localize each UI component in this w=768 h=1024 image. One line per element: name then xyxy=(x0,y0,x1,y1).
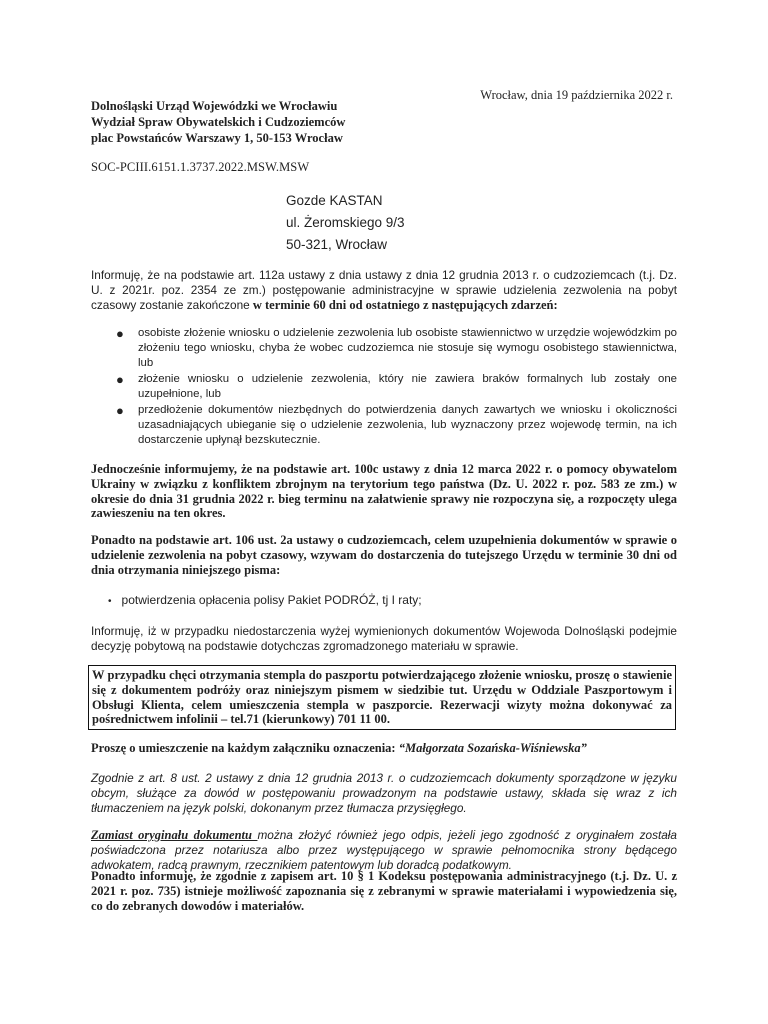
list-item xyxy=(91,372,677,402)
case-reference: SOC-PCIII.6151.1.3737.2022.MSW.MSW xyxy=(91,160,310,174)
copy-rule-lead: Zamiast oryginału dokumentu xyxy=(91,828,258,842)
sender-street: plac Powstańców Warszawy 1, 50-153 Wrocław xyxy=(91,131,343,145)
paragraph-access-to-files: Ponadto informuję, że zgodnie z zapisem art. 10 § 1 Kodeksu postępowania administracyjnego (t.j. Dz. U. z 2021 r. poz. 735) istnieje możliwość zapoznania się z zebranymi w sprawie materiałami i wypowiedzenia się, co do zebranych dowodów i materiałów. xyxy=(91,869,677,913)
list-item-text: osobiste złożenie wniosku o udzielenie zezwolenia lub osobiste stawiennictwo w urzędzie wojewódzkim po złożeniu tego wniosku, chyba że wobec cudzoziemca nie stosuje się wymogu osobistego stawiennictwa, lub xyxy=(138,327,677,369)
sender-address xyxy=(91,98,345,146)
attachment-marking-text: Proszę o umieszczenie na każdym załączniku oznaczenia: xyxy=(91,741,399,755)
paragraph-procedure-deadline: w terminie 60 dni od ostatniego z następujących zdarzeń: xyxy=(249,297,558,312)
recipient-street: ul. Żeromskiego 9/3 xyxy=(286,215,405,230)
paragraph-translation-rule: Zgodnie z art. 8 ust. 2 ustawy z dnia 12 grudnia 2013 r. o cudzoziemcach dokumenty sporządzone w języku obcym, służące za dowód w postępowaniu prowadzonym na podstawie ustawy, składa się wraz z ich tłumaczeniem na język polski, dokonanym przez tłumacza przysięgłego. xyxy=(91,771,677,815)
recipient-name: Gozde KASTAN xyxy=(286,193,383,208)
passport-stamp-notice: W przypadku chęci otrzymania stempla do paszportu potwierdzającego złożenie wniosku, proszę o stawienie się z dokumentem podróży oraz niniejszym pismem w siedzibie tut. Urzędu w Oddziale Paszportowym i Obsługi Klienta, celem umieszczenia stempla w paszporcie. Rezerwacji wizyty można dokonywać za pośrednictwem infolinii – tel.71 (kierunkowy) 701 11 00. xyxy=(88,665,676,730)
bullet-icon: ● xyxy=(116,372,124,387)
paragraph-suspension: Jednocześnie informujemy, że na podstawie art. 100c ustawy z dnia 12 marca 2022 r. o pomocy obywatelom Ukrainy w związku z konfliktem zbrojnym na terytorium tego państwa (Dz. U. 2022 r. poz. 583 ze zm.) w okresie do dnia 31 grudnia 2022 r. bieg terminu na załatwienie sprawy nie rozpoczyna się, a rozpoczęty ulega zawieszeniu na ten okres. xyxy=(91,462,677,521)
bullet-icon: ● xyxy=(116,403,124,418)
paragraph-copy-rule xyxy=(91,828,677,872)
list-item-text: złożenie wniosku o udzielenie zezwolenia, który nie zawiera braków formalnych lub zostały one uzupełnione, lub xyxy=(138,373,677,400)
paragraph-procedure-info xyxy=(91,268,677,312)
paragraph-attachment-marking xyxy=(91,741,677,756)
requested-document-item xyxy=(108,593,422,607)
paragraph-document-request: Ponadto na podstawie art. 106 ust. 2a ustawy o cudzoziemcach, celem uzupełnienia dokumentów w sprawie o udzielenie zezwolenia na pobyt czasowy, wzywam do dostarczenia do tutejszego Urzędu w terminie 30 dni od dnia otrzymania niniejszego pisma: xyxy=(91,533,677,577)
recipient-city: 50-321, Wrocław xyxy=(286,237,388,252)
sender-office: Dolnośląski Urząd Wojewódzki we Wrocławiu xyxy=(91,99,338,113)
copy-rule-text: można złożyć również jego odpis, jeżeli jego zgodność z oryginałem została poświadczona przez notariusza albo przez występującego w sprawie pełnomocnika strony będącego adwokatem, radcą prawnym, rzecznikiem patentowym lub doradcą podatkowym. xyxy=(91,828,677,872)
list-item-text: przedłożenie dokumentów niezbędnych do potwierdzenia danych zawartych we wniosku i okoliczności uzasadniających ubieganie się o udzielenie zezwolenia, lub wyznaczony przez wojewodę termin, na ich dostarczenie upłynął bezskutecznie. xyxy=(138,404,677,446)
sender-department: Wydział Spraw Obywatelskich i Cudzoziemców xyxy=(91,115,346,129)
letter-date: Wrocław, dnia 19 października 2022 r. xyxy=(480,88,673,102)
attachment-marking-name: “Małgorzata Sozańska-Wiśniewska” xyxy=(398,741,587,755)
paragraph-consequence: Informuję, iż w przypadku niedostarczenia wyżej wymienionych dokumentów Wojewoda Dolnośląski podejmie decyzję pobytową na podstawie dotychczas zgromadzonego materiału w sprawie. xyxy=(91,624,677,653)
bullet-icon: ● xyxy=(116,326,124,341)
list-item xyxy=(91,403,677,448)
bullet-icon: • xyxy=(108,596,112,607)
requested-document-text: potwierdzenia opłacenia polisy Pakiet PODRÓŻ, tj I raty; xyxy=(121,593,422,607)
recipient-address xyxy=(286,190,405,256)
events-list xyxy=(91,326,677,449)
paragraph-procedure-text: Informuję, że na podstawie art. 112a ustawy z dnia ustawy z dnia 12 grudnia 2013 r. o cudzoziemcach (t.j. Dz. U. z 2021r. poz. 2354 ze zm.) postępowanie administracyjne w sprawie udzielenia zezwolenia na pobyt czasowy zostanie zakończone xyxy=(91,268,677,312)
list-item xyxy=(91,326,677,371)
